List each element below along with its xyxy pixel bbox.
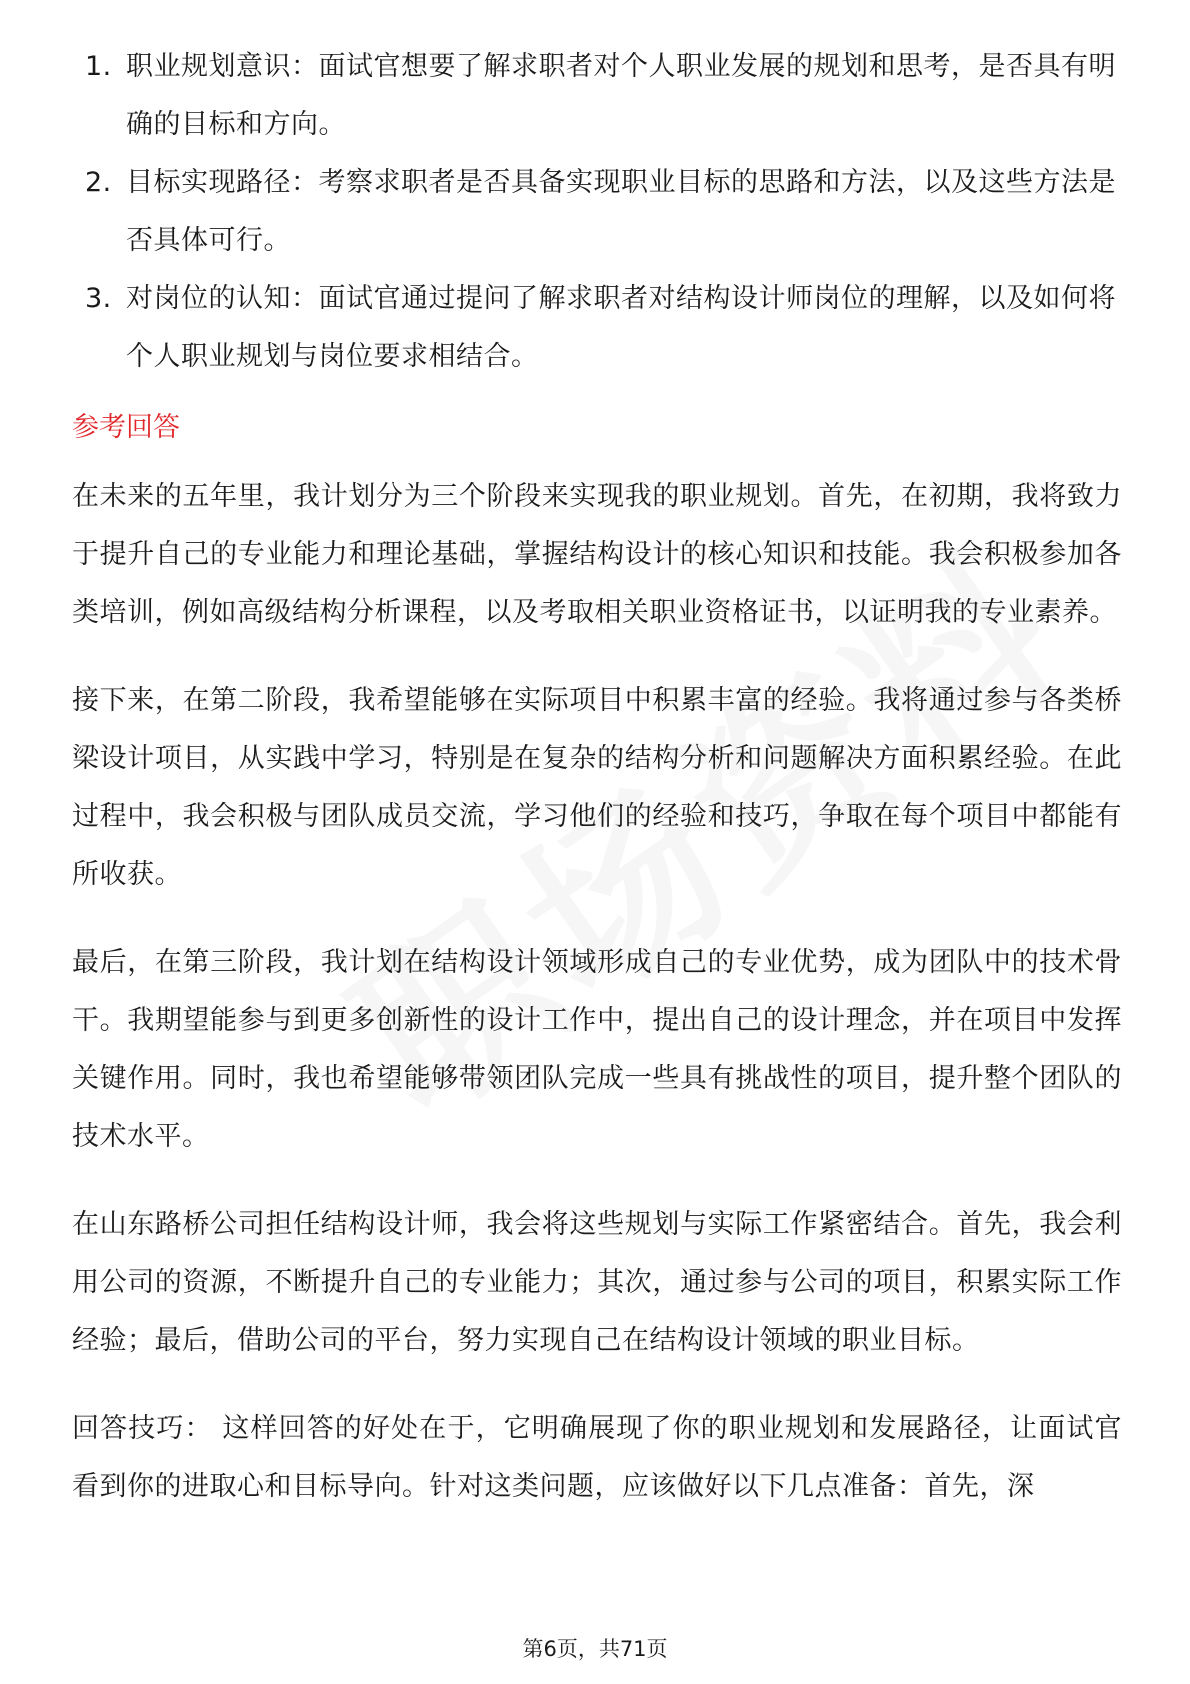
list-item — [72, 38, 1122, 154]
paragraph: 最后，在第三阶段，我计划在结构设计领域形成自己的专业优势，成为团队中的技术骨干。我期望能参与到更多创新性的设计工作中，提出自己的设计理念，并在项目中发挥关键作用。同时，我也希望能够带领团队完成一些具有挑战性的项目，提升整个团队的技术水平。 — [72, 947, 1122, 1152]
paragraph: 回答技巧： 这样回答的好处在于，它明确展现了你的职业规划和发展路径，让面试官看到你的进取心和目标导向。针对这类问题，应该做好以下几点准备：首先，深 — [72, 1413, 1122, 1502]
list-item-number: 2. — [85, 167, 112, 198]
list-item-text: 职业规划意识：面试官想要了解求职者对个人职业发展的规划和思考，是否具有明确的目标和方向。 — [126, 51, 1116, 140]
paragraph: 接下来，在第二阶段，我希望能够在实际项目中积累丰富的经验。我将通过参与各类桥梁设计项目，从实践中学习，特别是在复杂的结构分析和问题解决方面积累经验。在此过程中，我会积极与团队成员交流，学习他们的经验和技巧，争取在每个项目中都能有所收获。 — [72, 685, 1122, 890]
paragraph: 在未来的五年里，我计划分为三个阶段来实现我的职业规划。首先，在初期，我将致力于提升自己的专业能力和理论基础，掌握结构设计的核心知识和技能。我会积极参加各类培训，例如高级结构分析课程，以及考取相关职业资格证书，以证明我的专业素养。 — [72, 481, 1122, 628]
list-item-number: 1. — [85, 51, 112, 82]
page-content — [72, 38, 1122, 1546]
list-item-number: 3. — [85, 283, 112, 314]
list-item — [72, 270, 1122, 386]
list-item — [72, 154, 1122, 270]
list-item-text: 对岗位的认知：面试官通过提问了解求职者对结构设计师岗位的理解，以及如何将个人职业规划与岗位要求相结合。 — [126, 283, 1116, 372]
paragraph: 在山东路桥公司担任结构设计师，我会将这些规划与实际工作紧密结合。首先，我会利用公司的资源，不断提升自己的专业能力；其次，通过参与公司的项目，积累实际工作经验；最后，借助公司的平台，努力实现自己在结构设计领域的职业目标。 — [72, 1209, 1122, 1356]
page-footer: 第6页，共71页 — [522, 1637, 668, 1661]
list-item-text: 目标实现路径：考察求职者是否具备实现职业目标的思路和方法，以及这些方法是否具体可行。 — [126, 167, 1116, 256]
numbered-list — [72, 38, 1122, 386]
section-heading: 参考回答 — [72, 412, 180, 443]
